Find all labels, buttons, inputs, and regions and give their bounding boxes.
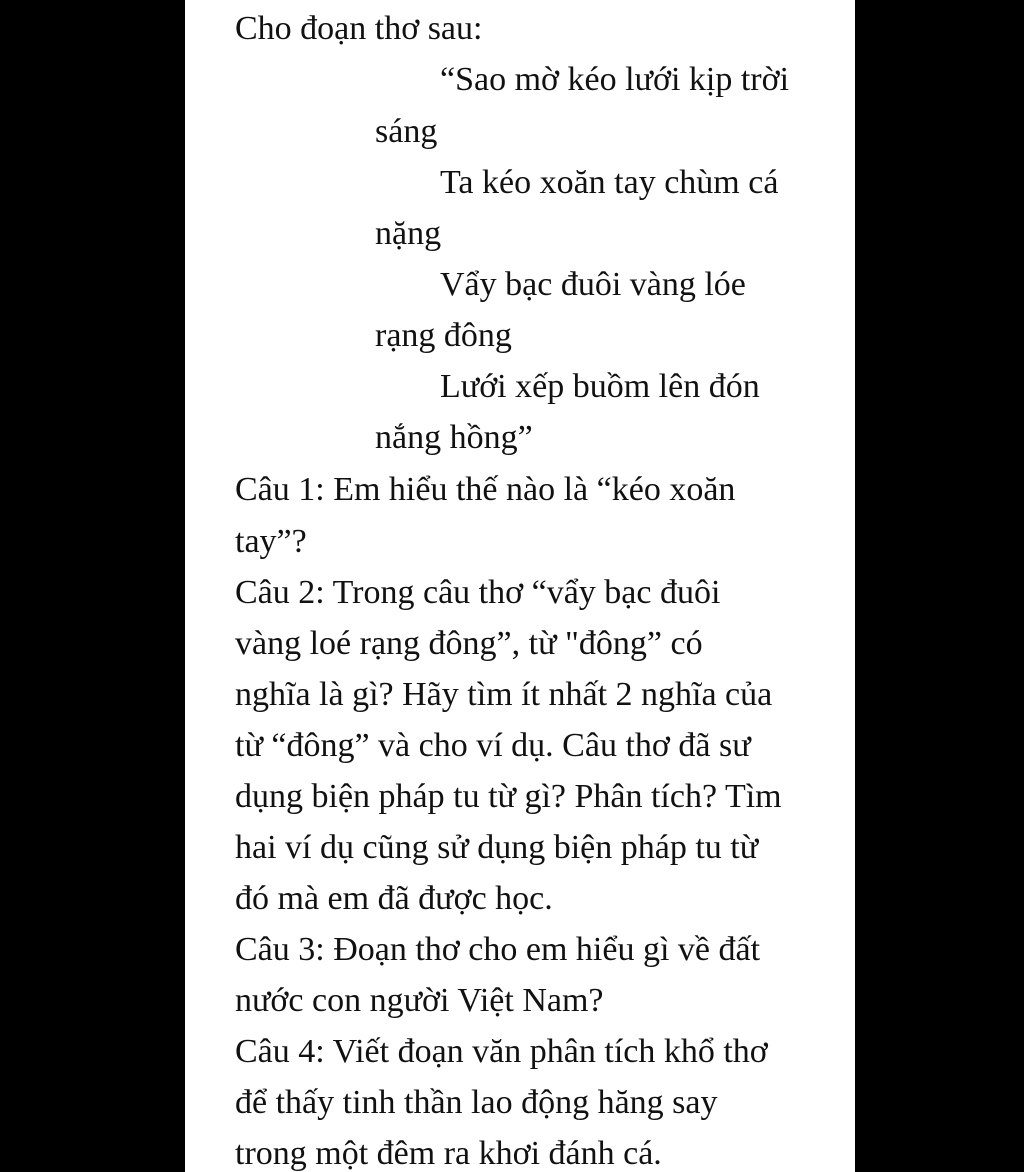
question-line: đó mà em đã được học. — [235, 880, 553, 917]
question-line: Câu 3: Đoạn thơ cho em hiểu gì về đất — [235, 931, 761, 968]
document-page — [185, 0, 855, 1172]
question-line: nước con người Việt Nam? — [235, 982, 604, 1019]
question-line: nghĩa là gì? Hãy tìm ít nhất 2 nghĩa của — [235, 676, 773, 713]
poem-line: sáng — [375, 113, 438, 150]
poem-line: nặng — [375, 215, 442, 252]
question-line: dụng biện pháp tu từ gì? Phân tích? Tìm — [235, 778, 782, 815]
question-line: để thấy tinh thần lao động hăng say — [235, 1084, 718, 1121]
question-line: hai ví dụ cũng sử dụng biện pháp tu từ — [235, 829, 759, 866]
poem-line: rạng đông — [375, 317, 512, 354]
poem-line: “Sao mờ kéo lưới kịp trời — [440, 61, 790, 98]
question-line: vàng loé rạng đông”, từ "đông” có — [235, 625, 703, 662]
poem-line: Vẩy bạc đuôi vàng lóe — [440, 266, 746, 303]
question-line: Câu 2: Trong câu thơ “vẩy bạc đuôi — [235, 574, 721, 611]
question-line: Câu 1: Em hiểu thế nào là “kéo xoăn — [235, 471, 736, 508]
question-line: trong một đêm ra khơi đánh cá. — [235, 1135, 662, 1172]
poem-line: nắng hồng” — [375, 419, 533, 456]
poem-line: Lưới xếp buồm lên đón — [440, 368, 760, 405]
question-line: Câu 4: Viết đoạn văn phân tích khổ thơ — [235, 1033, 768, 1070]
intro-line: Cho đoạn thơ sau: — [235, 10, 483, 47]
poem-line: Ta kéo xoăn tay chùm cá — [440, 164, 779, 201]
question-line: tay”? — [235, 523, 307, 560]
question-line: từ “đông” và cho ví dụ. Câu thơ đã sư — [235, 727, 751, 764]
